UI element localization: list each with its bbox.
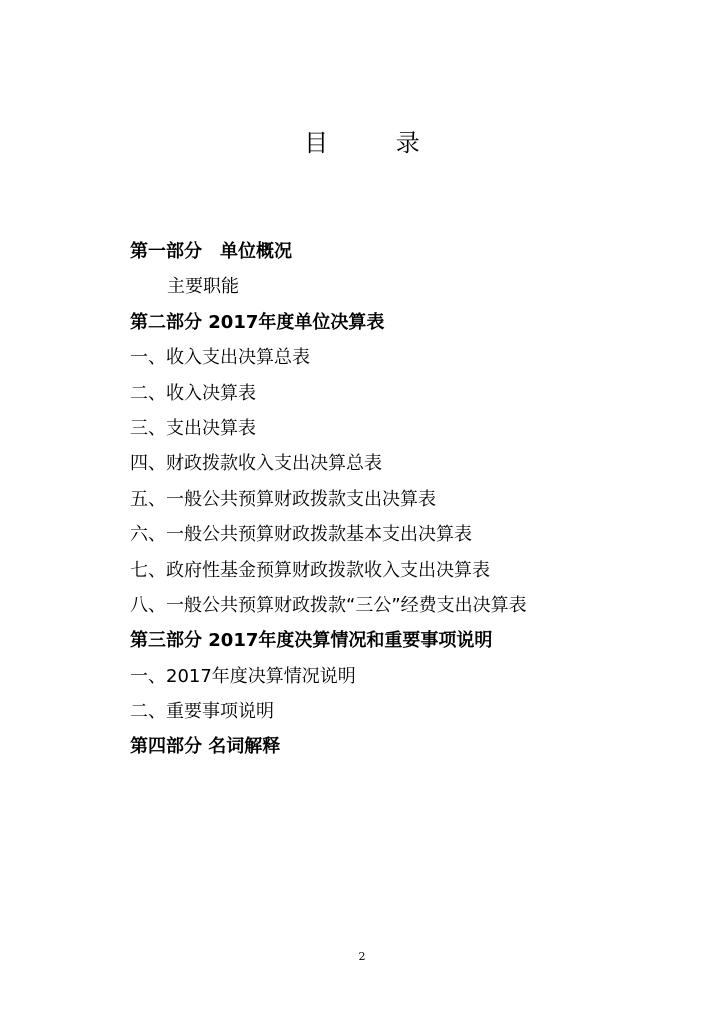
toc-entry-main-functions[interactable]: 主要职能 [167, 276, 239, 298]
toc-part-4[interactable]: 第四部分 名词解释 [130, 736, 281, 758]
toc-part-1[interactable]: 第一部分 单位概况 [130, 241, 292, 262]
toc-entry-general-budget-expense[interactable]: 五、一般公共预算财政拨款支出决算表 [130, 488, 436, 510]
toc-part-2[interactable]: 第二部分 2017年度单位决算表 [130, 311, 385, 333]
page-title: 目 录 [304, 129, 450, 157]
toc-part-3[interactable]: 第三部分 2017年度决算情况和重要事项说明 [130, 630, 493, 652]
toc-entry-income-table[interactable]: 二、收入决算表 [130, 382, 256, 404]
toc-entry-three-public-expenses[interactable]: 八、一般公共预算财政拨款“三公”经费支出决算表 [130, 594, 527, 616]
toc-entry-government-fund-budget[interactable]: 七、政府性基金预算财政拨款收入支出决算表 [130, 559, 490, 581]
toc-entry-fiscal-allocation-summary[interactable]: 四、财政拨款收入支出决算总表 [130, 453, 382, 475]
toc-entry-important-matters[interactable]: 二、重要事项说明 [130, 701, 274, 723]
toc-entry-final-accounts-description[interactable]: 一、2017年度决算情况说明 [130, 665, 356, 687]
table-of-contents [130, 234, 690, 765]
toc-entry-general-budget-basic-expense[interactable]: 六、一般公共预算财政拨款基本支出决算表 [130, 524, 472, 546]
toc-entry-income-expense-summary[interactable]: 一、收入支出决算总表 [130, 347, 310, 369]
page-number: 2 [358, 950, 366, 963]
toc-entry-expense-table[interactable]: 三、支出决算表 [130, 417, 256, 439]
